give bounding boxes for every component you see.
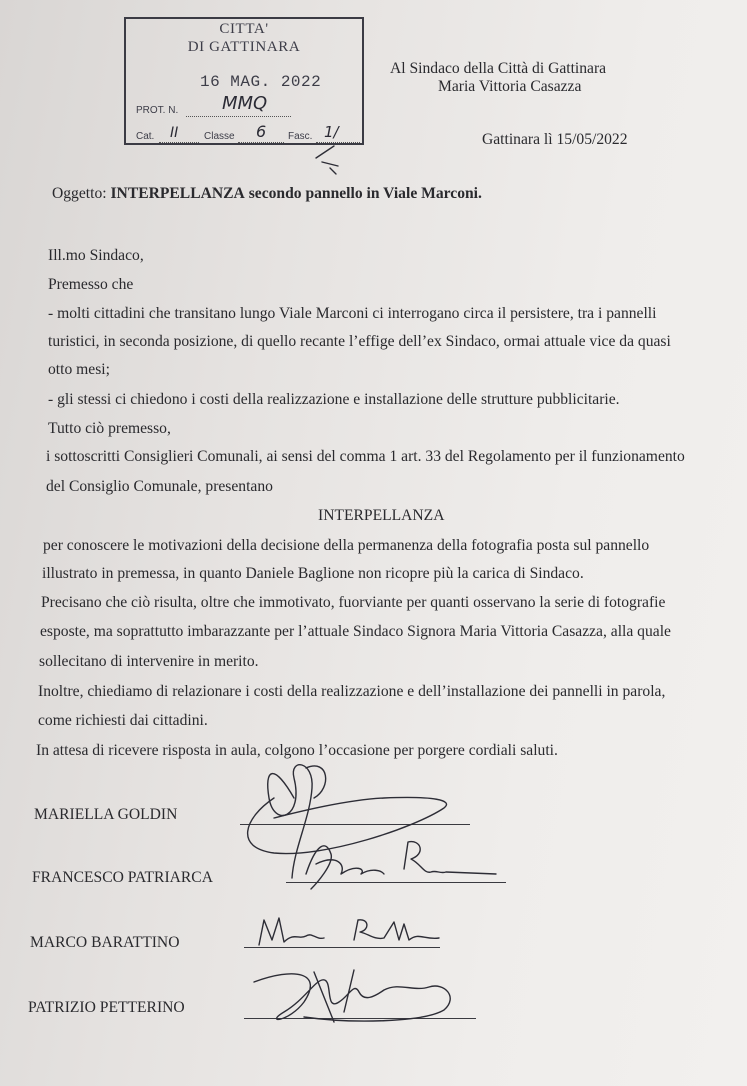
body-line: Precisano che ciò risulta, oltre che immotivato, fuorviante per quanti osservano la serie di fotografie [41,594,666,611]
signatory-name-petterino: PATRIZIO PETTERINO [28,999,185,1016]
stamp-cat-label: Cat. [136,131,155,142]
signatory-name-goldin: MARIELLA GOLDIN [34,806,178,823]
recipient-line1: Al Sindaco della Città di Gattinara [390,60,607,77]
stamp-prot-label: PROT. N. [136,105,179,116]
salutation: Ill.mo Sindaco, [48,247,144,264]
body-line: - molti cittadini che transitano lungo Viale Marconi ci interrogano circa il persistere, tra i pannelli [48,305,657,322]
interpellanza-heading: INTERPELLANZA [318,507,445,524]
signatory-name-barattino: MARCO BARATTINO [30,934,180,951]
stamp-classe-value: 6 [256,122,267,141]
body-line: turistici, in seconda posizione, di quello recante l’effige dell’ex Sindaco, ormai attuale vice da quasi [48,333,671,350]
body-line: otto mesi; [48,361,110,378]
stamp-fasc-label: Fasc. [288,131,313,142]
signatory-name-patriarca: FRANCESCO PATRIARCA [32,869,213,886]
body-line: per conoscere le motivazioni della decisione della permanenza della fotografia posta sul pannello [43,537,650,554]
stamp-prot-value: MMQ [222,93,268,114]
protocol-stamp [124,17,364,145]
body-line: i sottoscritti Consiglieri Comunali, ai sensi del comma 1 art. 33 del Regolamento per il funzionamento [46,448,685,465]
recipient-line2: Maria Vittoria Casazza [438,78,582,95]
stamp-cat-value: II [170,125,179,141]
stamp-handwritten-mark [312,138,352,178]
stamp-prot-dots [186,116,291,117]
body-line: - gli stessi ci chiedono i costi della realizzazione e installazione delle strutture pubblicitarie. [48,391,620,408]
body-line: Tutto ciò premesso, [48,420,171,437]
stamp-classe-label: Classe [204,131,235,142]
closing-line: In attesa di ricevere risposta in aula, colgono l’occasione per porgere cordiali saluti. [36,742,558,759]
signature-barattino [254,910,454,950]
stamp-date: 16 MAG. 2022 [200,73,322,91]
body-line: esposte, ma soprattutto imbarazzante per l’attuale Sindaco Signora Maria Vittoria Casazza, alla quale [40,623,671,640]
stamp-cat-dots [159,142,199,143]
body-line: Premesso che [48,276,134,293]
stamp-classe-dots [238,142,284,143]
subject-label: Oggetto: [52,185,107,202]
place-date: Gattinara lì 15/05/2022 [482,131,628,148]
body-line: come richiesti dai cittadini. [38,712,208,729]
signature-petterino [244,962,484,1032]
body-line: Inoltre, chiediamo di relazionare i costi della realizzazione e dell’installazione dei pannelli in parola, [38,683,666,700]
stamp-city-name: DI GATTINARA [187,39,301,55]
subject-line [52,184,482,204]
subject-rest: secondo pannello in Viale Marconi. [248,185,482,202]
body-line: sollecitano di intervenire in merito. [39,653,259,670]
body-line: illustrato in premessa, in quanto Daniele Baglione non ricopre più la carica di Sindaco. [42,565,584,582]
body-line: del Consiglio Comunale, presentano [46,478,273,495]
signature-patriarca [296,834,496,894]
stamp-fasc-value: 1/ [324,123,339,141]
subject-keyword: INTERPELLANZA [110,185,245,202]
stamp-city-label: CITTA' [219,21,269,37]
